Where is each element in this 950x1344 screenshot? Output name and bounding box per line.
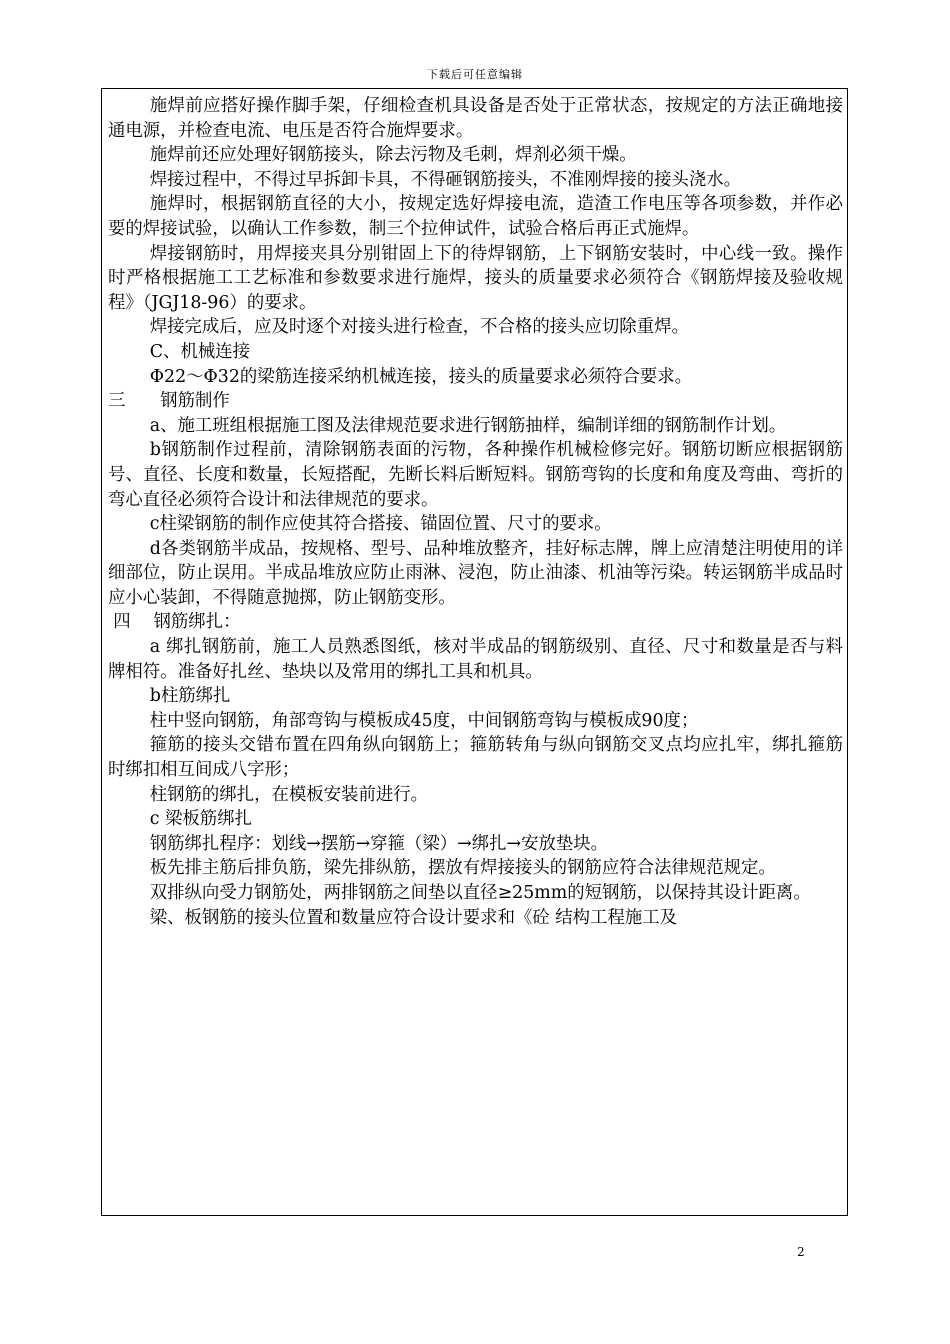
paragraph-welding-params: 施焊时，根据钢筋直径的大小，按规定选好焊接电流，造渣工作电压等各项参数，并作必要的焊接试验，以确认工作参数，制三个拉伸试件，试验合格后再正式施焊。 xyxy=(108,194,843,239)
paragraph-column-vertical-bars: 柱中竖向钢筋，角部弯钩与模板成45度，中间钢筋弯钩与模板成90度； xyxy=(149,710,699,731)
paragraph-welding-process: 焊接过程中，不得过早拆卸卡具，不得砸钢筋接头，不准刚焊接的接头浇水。 xyxy=(149,169,742,190)
paragraph-joint-cleaning: 施焊前还应处理好钢筋接头，除去污物及毛刺，焊剂必须干燥。 xyxy=(149,145,637,166)
paragraph-clamping: 焊接钢筋时，用焊接夹具分别钳固上下的待焊钢筋，上下钢筋安装时，中心线一致。操作时严格根据施工工艺标准和参数要求进行施焊，接头的质量要求必须符合《钢筋焊接及验收规程》（JGJ18-96）的要求。 xyxy=(108,243,843,313)
body-text xyxy=(102,89,847,930)
paragraph-binding-sequence: 钢筋绑扎程序：划线→摆筋→穿箍（梁）→绑扎→安放垫块。 xyxy=(149,833,609,854)
subheading-column-binding: b柱筋绑扎 xyxy=(149,686,231,707)
section-heading-binding: 四 钢筋绑扎： xyxy=(113,612,241,633)
subheading-mechanical-connection: C、机械连接 xyxy=(149,341,251,362)
paragraph-inspection: 焊接完成后，应及时逐个对接头进行检查，不合格的接头应切除重焊。 xyxy=(149,317,689,338)
page-number: 2 xyxy=(797,1245,805,1259)
paragraph-fabrication-b: b钢筋制作过程前，清除钢筋表面的污物，各种操作机械检修完好。钢筋切断应根据钢筋号、直径、长度和数量，长短搭配，先断长料后断短料。钢筋弯钩的长度和角度及弯曲、弯折的弯心直径必须符合设计和法律规范的要求。 xyxy=(108,440,843,510)
paragraph-fabrication-c: c柱梁钢筋的制作应使其符合搭接、锚固位置、尺寸的要求。 xyxy=(149,514,612,535)
paragraph-bar-order: 板先排主筋后排负筋，梁先排纵筋，摆放有焊接接头的钢筋应符合法律规范规定。 xyxy=(149,858,776,879)
paragraph-welding-prep: 施焊前应搭好操作脚手架，仔细检查机具设备是否处于正常状态，按规定的方法正确地接通电源，并检查电流、电压是否符合施焊要求。 xyxy=(108,96,843,141)
paragraph-joint-position: 梁、板钢筋的接头位置和数量应符合设计要求和《砼 结构工程施工及 xyxy=(149,907,677,928)
content-table-cell xyxy=(101,88,848,1216)
paragraph-double-row-bars: 双排纵向受力钢筋处，两排钢筋之间垫以直径≥25mm的短钢筋，以保持其设计距离。 xyxy=(149,883,811,903)
subheading-beam-slab-binding: c 梁板筋绑扎 xyxy=(149,809,252,830)
paragraph-column-binding-timing: 柱钢筋的绑扎，在模板安装前进行。 xyxy=(149,784,429,805)
paragraph-fabrication-d: d各类钢筋半成品，按规格、型号、品种堆放整齐，挂好标志牌，牌上应清楚注明使用的详细部位，防止误用。半成品堆放应防止雨淋、浸泡，防止油漆、机油等污染。转运钢筋半成品时应小心装卸，不得随意抛掷，防止钢筋变形。 xyxy=(108,538,843,608)
paragraph-fabrication-a: a、施工班组根据施工图及法律规范要求进行钢筋抽样，编制详细的钢筋制作计划。 xyxy=(149,415,787,436)
section-heading-fabrication: 三 钢筋制作 xyxy=(108,391,230,412)
page-header: 下载后可任意编辑 xyxy=(427,68,523,81)
paragraph-stirrup-joints: 箍筋的接头交错布置在四角纵向钢筋上；箍筋转角与纵向钢筋交叉点均应扎牢，绑扎箍筋时绑扣相互间成八字形； xyxy=(108,735,843,781)
paragraph-binding-a: a 绑扎钢筋前，施工人员熟悉图纸，核对半成品的钢筋级别、直径、尺寸和数量是否与料牌相符。准备好扎丝、垫块以及常用的绑扎工具和机具。 xyxy=(108,637,843,682)
paragraph-mechanical-connection: Φ22～Φ32的梁筋连接采纳机械连接，接头的质量要求必须符合要求。 xyxy=(149,366,693,387)
